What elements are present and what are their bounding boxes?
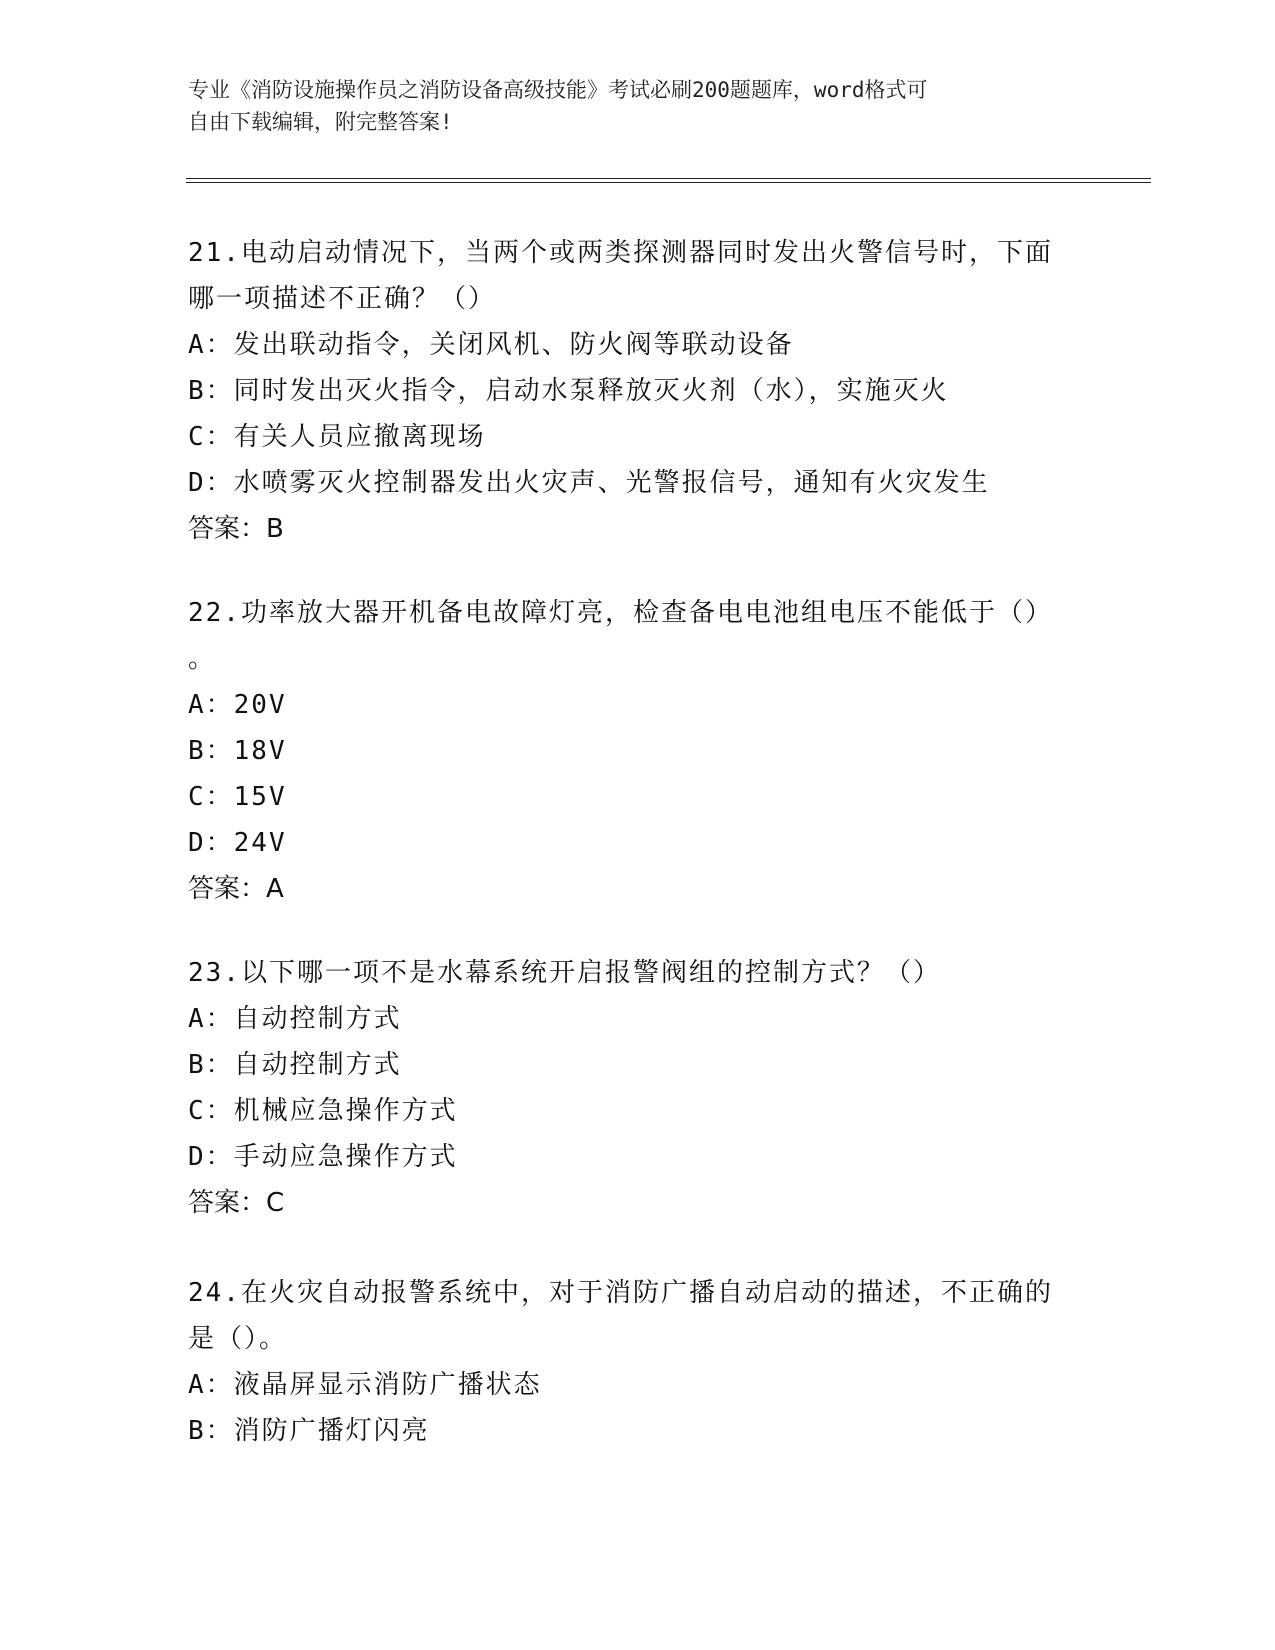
question-stem-line: 24.在火灾自动报警系统中，对于消防广播自动启动的描述，不正确的 bbox=[188, 1278, 1053, 1308]
option-a: A：自动控制方式 bbox=[188, 1004, 402, 1034]
option-d: D：24V bbox=[188, 828, 287, 858]
option-c: C：有关人员应撤离现场 bbox=[188, 422, 486, 452]
document-header bbox=[188, 74, 1088, 138]
question-stem-line: 哪一项描述不正确？（） bbox=[188, 284, 497, 314]
option-a: A：20V bbox=[188, 690, 287, 720]
option-c: C：机械应急操作方式 bbox=[188, 1096, 458, 1126]
option-b: B：18V bbox=[188, 736, 287, 766]
header-divider-bottom bbox=[186, 182, 1151, 183]
question-stem-line: 23.以下哪一项不是水幕系统开启报警阀组的控制方式？（） bbox=[188, 958, 941, 988]
option-d: D：手动应急操作方式 bbox=[188, 1142, 458, 1172]
question-21 bbox=[188, 230, 1088, 552]
question-23 bbox=[188, 950, 1088, 1226]
option-d: D：水喷雾灭火控制器发出火灾声、光警报信号，通知有火灾发生 bbox=[188, 468, 990, 498]
answer-label: 答案：B bbox=[188, 514, 284, 544]
question-22 bbox=[188, 590, 1088, 912]
question-stem-line: 22.功率放大器开机备电故障灯亮，检查备电电池组电压不能低于（） bbox=[188, 598, 1053, 628]
header-line-2: 自由下载编辑，附完整答案! bbox=[188, 110, 453, 134]
option-c: C：15V bbox=[188, 782, 287, 812]
option-a: A：发出联动指令，关闭风机、防火阀等联动设备 bbox=[188, 330, 794, 360]
question-stem-line: 是（）。 bbox=[188, 1324, 288, 1354]
question-24 bbox=[188, 1270, 1088, 1454]
option-b: B：消防广播灯闪亮 bbox=[188, 1416, 430, 1446]
answer-label: 答案：C bbox=[188, 1188, 285, 1218]
header-divider-top bbox=[186, 178, 1151, 179]
option-b: B：同时发出灭火指令，启动水泵释放灭火剂（水），实施灭火 bbox=[188, 376, 949, 406]
option-a: A：液晶屏显示消防广播状态 bbox=[188, 1370, 542, 1400]
question-stem-line: 21.电动启动情况下，当两个或两类探测器同时发出火警信号时，下面 bbox=[188, 238, 1053, 268]
header-line-1: 专业《消防设施操作员之消防设备高级技能》考试必刷200题题库，word格式可 bbox=[188, 78, 928, 102]
question-stem-line: 。 bbox=[188, 644, 217, 674]
answer-label: 答案：A bbox=[188, 874, 284, 904]
option-b: B：自动控制方式 bbox=[188, 1050, 402, 1080]
